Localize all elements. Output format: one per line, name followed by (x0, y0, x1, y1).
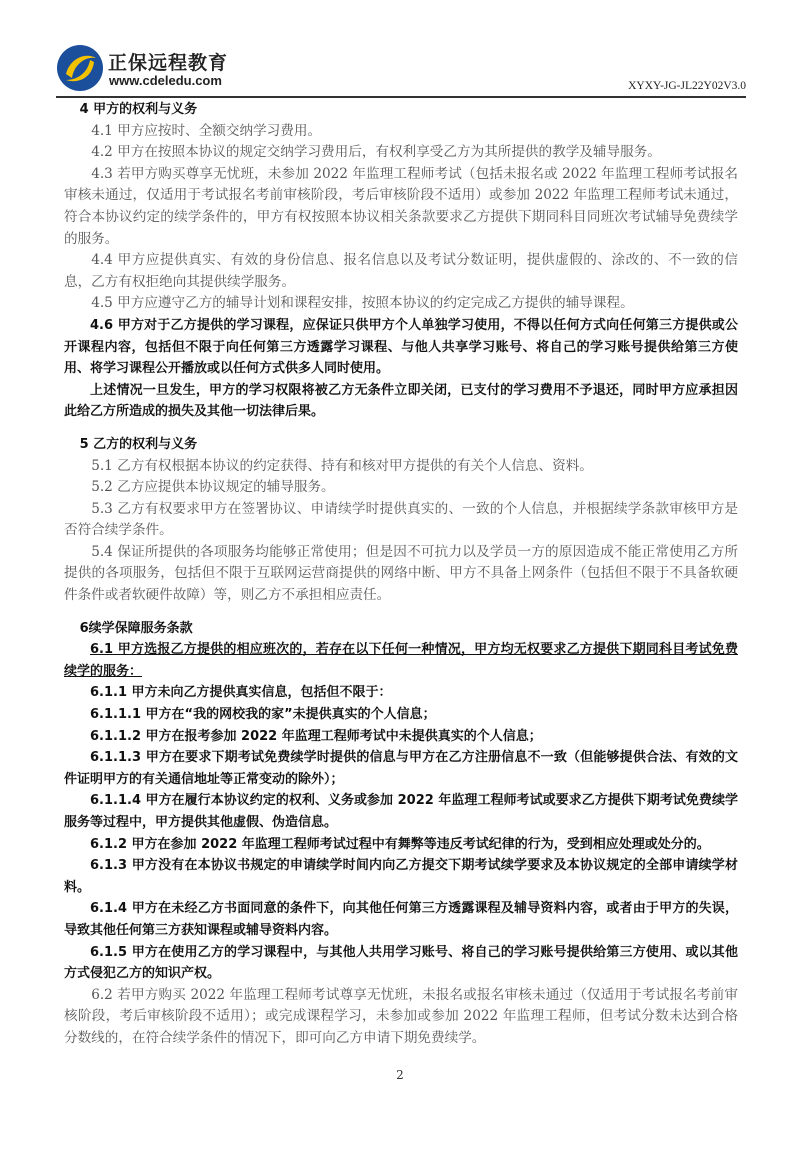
clause-paragraph: 6.1.3 甲方没有在本协议书规定的申请续学时间内向乙方提交下期考试续学要求及本协议规定的全部申请续学材料。 (64, 858, 738, 895)
section-gap (64, 423, 738, 434)
clause-paragraph: 6.1.4 甲方在未经乙方书面同意的条件下，向其他任何第三方透露课程及辅导资料内容，或者由于甲方的失误，导致其他任何第三方获知课程或辅导资料内容。 (64, 901, 738, 938)
clause-paragraph: 6.2 若甲方购买 2022 年监理工程师考试尊享无忧班，未报名或报名审核未通过（仅适用于考试报名考前审核阶段，考后审核阶段不适用）；或完成课程学习，未参加或参加 2022 年监理工程师，但考试分数未达到合格分数线的，在符合续学条件的情况下，即可向乙方申请下期免费续学。 (64, 986, 738, 1046)
clause-paragraph: 5.2 乙方应提供本协议规定的辅导服务。 (91, 479, 335, 496)
clause-paragraph: 6.1 甲方选报乙方提供的相应班次的，若存在以下任何一种情况，甲方均无权要求乙方提供下期同科目考试免费续学的服务： (64, 642, 738, 679)
brand-name: 正保远程教育 (108, 52, 229, 74)
page-number: 2 (396, 1068, 404, 1082)
clause-paragraph: 6.1.1 甲方未向乙方提供真实信息，包括但不限于： (90, 685, 392, 701)
clause-paragraph: 6.1.1.1 甲方在“我的网校我的家”未提供真实的个人信息； (90, 707, 436, 723)
clause-paragraph: 6.1.1.4 甲方在履行本协议约定的权利、义务或参加 2022 年监理工程师考试或要求乙方提供下期考试免费续学服务等过程中，甲方提供其他虚假、伪造信息。 (64, 793, 738, 830)
clause-paragraph: 6.1.1.2 甲方在报考参加 2022 年监理工程师考试中未提供真实的个人信息； (90, 728, 542, 744)
clause-paragraph: 5.1 乙方有权根据本协议的约定获得、持有和核对甲方提供的有关个人信息、资料。 (91, 457, 593, 474)
section-heading: 5 乙方的权利与义务 (79, 436, 198, 452)
clause-paragraph: 5.4 保证所提供的各项服务均能够正常使用；但是因不可抗力以及学员一方的原因造成不能正常使用乙方所提供的各项服务，包括但不限于互联网运营商提供的网络中断、甲方不具备上网条件（包括但不限于不具备软硬件条件或者软硬件故障）等，则乙方不承担相应责任。 (64, 543, 738, 604)
clause-paragraph: 6.1.1.3 甲方在要求下期考试免费续学时提供的信息与甲方在乙方注册信息不一致（但能够提供合法、有效的文件证明甲方的有关通信地址等正常变动的除外）； (64, 750, 738, 787)
document-code: XYXY-JG-JL22Y02V3.0 (628, 80, 746, 92)
clause-paragraph: 4.6 甲方对于乙方提供的学习课程，应保证只供甲方个人单独学习使用，不得以任何方式向任何第三方提供或公开课程内容，包括但不限于向任何第三方透露学习课程、与他人共享学习账号、将自己的学习账号提供给第三方使用、将学习课程公开播放或以任何方式供多人同时使用。 (64, 317, 738, 377)
clause-paragraph: 4.1 甲方应按时、全额交纳学习费用。 (91, 122, 322, 139)
clause-paragraph: 4.4 甲方应提供真实、有效的身份信息、报名信息以及考试分数证明，提供虚假的、涂改的、不一致的信息，乙方有权拒绝向其提供续学服务。 (64, 252, 738, 290)
company-logo (56, 44, 104, 92)
section-heading: 4 甲方的权利与义务 (79, 102, 198, 117)
page-header (56, 44, 746, 94)
brand-url: www.cdeledu.com (109, 73, 222, 88)
clause-paragraph: 4.5 甲方应遵守乙方的辅导计划和课程安排，按照本协议的约定完成乙方提供的辅导课程。 (91, 295, 634, 312)
section-gap (64, 607, 738, 618)
clause-paragraph: 5.3 乙方有权要求甲方在签署协议、申请续学时提供真实的、一致的个人信息，并根据续学条款审核甲方是否符合续学条件。 (64, 500, 738, 539)
section-heading: 6续学保障服务条款 (79, 620, 193, 636)
header-divider (56, 96, 746, 98)
clause-paragraph: 6.1.5 甲方在使用乙方的学习课程中，与其他人共用学习账号、将自己的学习账号提供给第三方使用、或以其他方式侵犯乙方的知识产权。 (64, 944, 738, 982)
clause-paragraph: 6.1.2 甲方在参加 2022 年监理工程师考试过程中有舞弊等违反考试纪律的行为，受到相应处理或处分的。 (90, 836, 710, 852)
document-body (64, 99, 738, 1050)
clause-paragraph: 4.3 若甲方购买尊享无忧班，未参加 2022 年监理工程师考试（包括未报名或 2022 年监理工程师考试报名审核未通过，仅适用于考试报名考前审核阶段，考后审核阶段不适用）或参加 2022 年监理工程师考试未通过，符合本协议约定的续学条件的，甲方有权按照本协议相关条款要求乙方提供下期同科目同班次考试辅导免费续学的服务。 (64, 165, 738, 247)
clause-paragraph: 4.2 甲方在按照本协议的规定交纳学习费用后，有权利享受乙方为其所提供的教学及辅导服务。 (91, 144, 661, 161)
clause-paragraph: 上述情况一旦发生，甲方的学习权限将被乙方无条件立即关闭，已支付的学习费用不予退还，同时甲方应承担因此给乙方所造成的损失及其他一切法律后果。 (64, 382, 738, 420)
